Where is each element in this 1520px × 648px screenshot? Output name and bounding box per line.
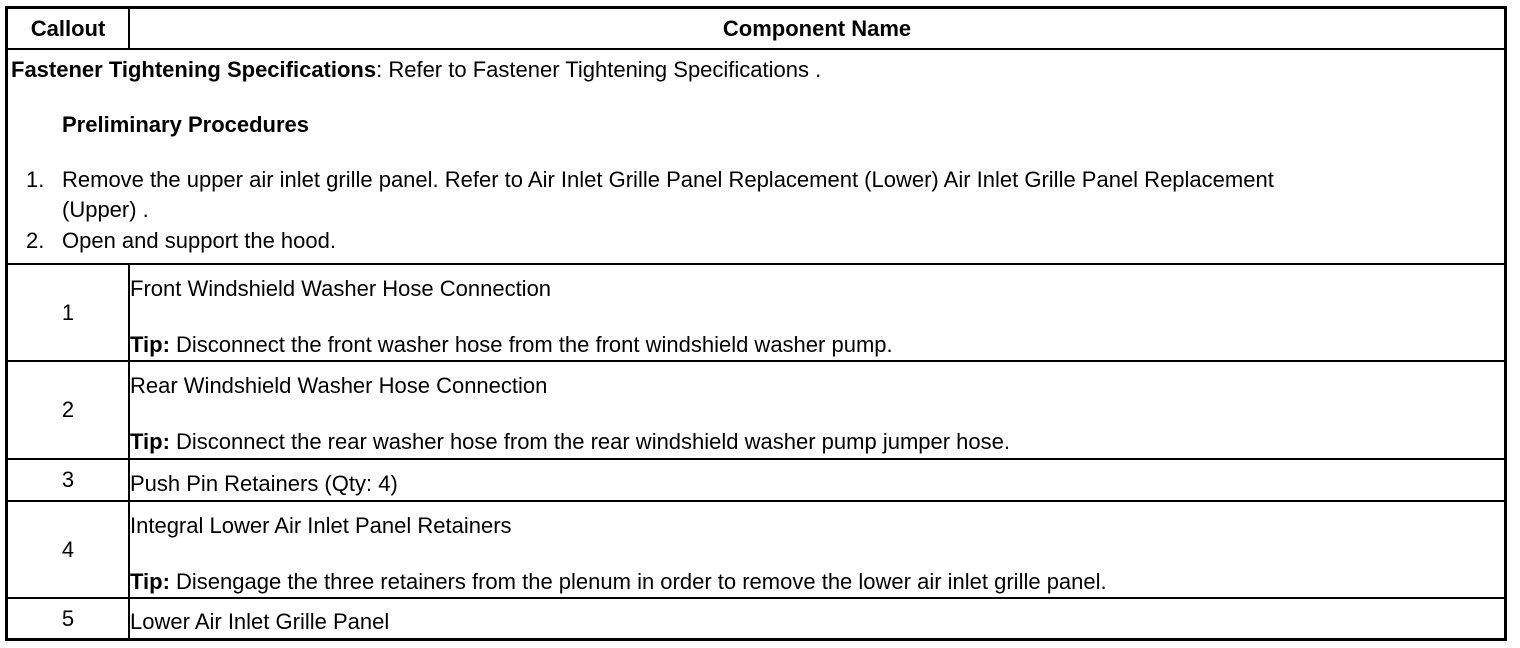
component-name: Rear Windshield Washer Hose Connection [130, 373, 548, 398]
table-row [8, 361, 1504, 459]
callout-column-header: Callout [8, 9, 129, 49]
table-header-row [8, 9, 1504, 49]
callout-number: 1 [8, 264, 129, 361]
step-item [26, 167, 1274, 193]
step-item [26, 228, 336, 254]
intro-cell [8, 49, 1504, 264]
callout-number: 4 [8, 501, 129, 598]
procedure-table [8, 9, 1504, 638]
tip-label: Tip: [130, 568, 170, 594]
component-cell [129, 598, 1504, 638]
step-text: Open and support the hood. [62, 228, 336, 253]
callout-number: 2 [8, 361, 129, 459]
step-number: 2. [26, 228, 45, 253]
fastener-spec-line [11, 57, 821, 83]
step-text-continued[interactable]: (Upper) . [62, 197, 149, 222]
component-name-column-header: Component Name [129, 9, 1504, 49]
fastener-spec-link-text[interactable]: : Refer to Fastener Tightening Specifications . [376, 57, 822, 82]
preliminary-procedures-heading: Preliminary Procedures [62, 112, 310, 137]
tip-label: Tip: [130, 331, 170, 357]
intro-row [8, 49, 1504, 264]
procedure-table-frame [5, 6, 1507, 641]
component-cell [129, 361, 1504, 459]
table-row [8, 501, 1504, 598]
callout-number: 3 [8, 459, 129, 501]
fastener-spec-label: Fastener Tightening Specifications [11, 57, 377, 82]
tip-text: Disengage the three retainers from the plenum in order to remove the lower air inlet grille panel. [169, 568, 1107, 594]
table-row [8, 598, 1504, 638]
tip-text: Disconnect the rear washer hose from the rear windshield washer pump jumper hose. [169, 429, 1010, 454]
component-cell [129, 501, 1504, 598]
component-name: Front Windshield Washer Hose Connection [130, 275, 552, 301]
component-name: Lower Air Inlet Grille Panel [130, 609, 390, 634]
component-tip [130, 539, 1504, 595]
component-cell [129, 264, 1504, 361]
component-cell [129, 459, 1504, 501]
component-tip [130, 399, 1504, 455]
table-row [8, 264, 1504, 361]
component-name: Integral Lower Air Inlet Panel Retainers [130, 512, 512, 538]
step-number: 1. [26, 167, 45, 192]
component-tip [130, 302, 1504, 358]
component-name: Push Pin Retainers (Qty: 4) [130, 470, 398, 496]
table-row [8, 459, 1504, 501]
step-text[interactable]: Remove the upper air inlet grille panel. Refer to Air Inlet Grille Panel Replacement (Lower) Air Inlet Grille Panel Replacement [62, 167, 1274, 192]
tip-text: Disconnect the front washer hose from the front windshield washer pump. [169, 331, 893, 357]
tip-label: Tip: [130, 429, 170, 454]
callout-number: 5 [8, 598, 129, 638]
